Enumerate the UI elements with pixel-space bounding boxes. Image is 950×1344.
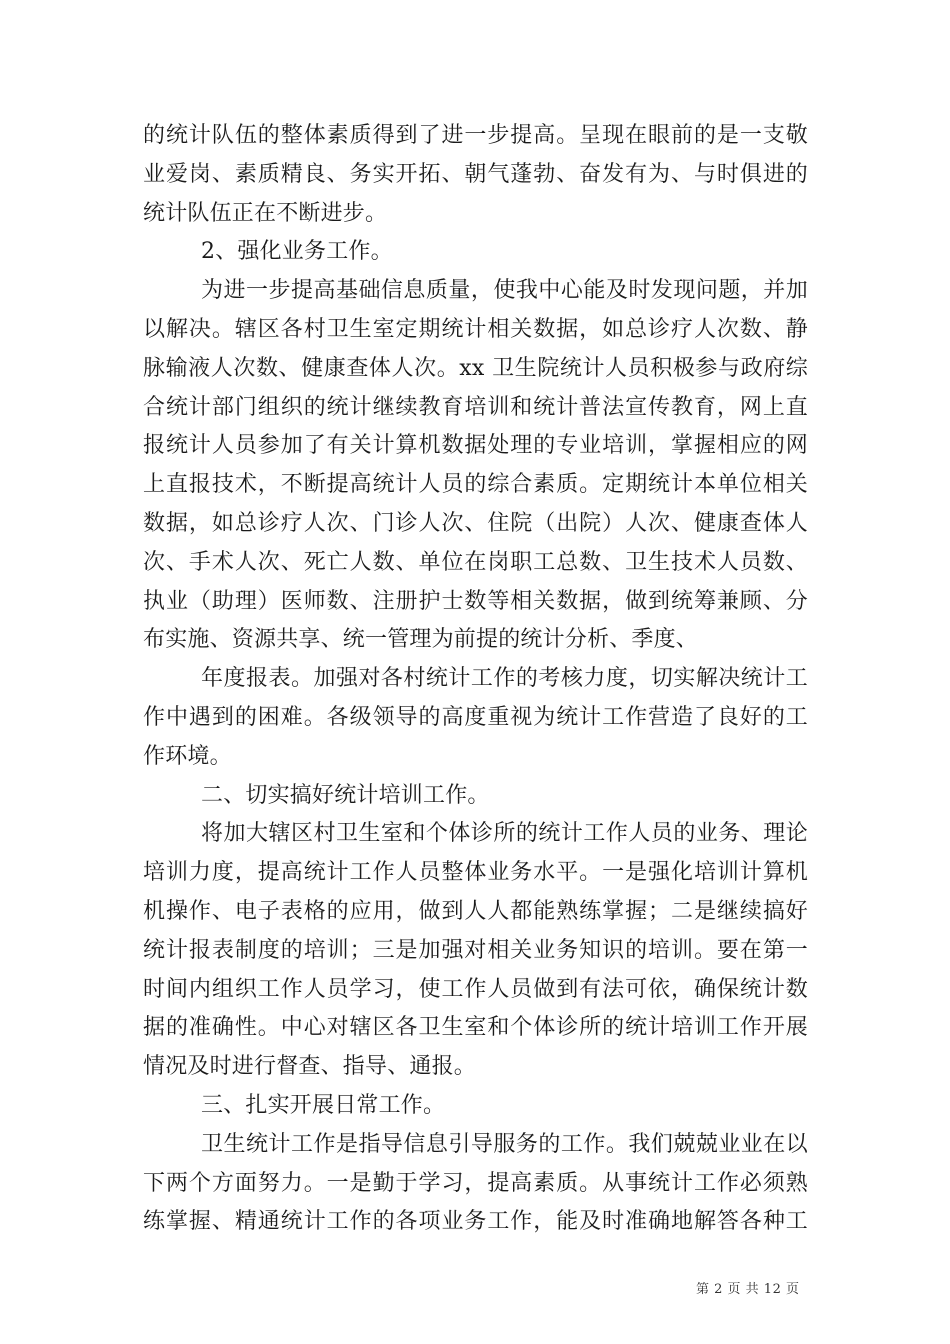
- text-line: 的统计队伍的整体素质得到了进一步提高。呈现在眼前的是一支敬: [143, 123, 808, 148]
- text-line: 为进一步提高基础信息质量，使我中心能及时发现问题，并加: [201, 278, 808, 304]
- document-body: [143, 117, 808, 1242]
- text-line: 情况及时进行督查、指导、通报。: [143, 1054, 477, 1080]
- text-line: 统计队伍正在不断进步。: [143, 200, 388, 226]
- text-line: 以解决。辖区各村卫生室定期统计相关数据，如总诊疗人次数、静: [143, 316, 808, 342]
- text-line: 报统计人员参加了有关计算机数据处理的专业培训，掌握相应的网: [143, 433, 808, 459]
- text-line: 培训力度，提高统计工作人员整体业务水平。一是强化培训计算机: [143, 860, 808, 886]
- text-line: 卫生统计工作是指导信息引导服务的工作。我们兢兢业业在以: [201, 1131, 808, 1157]
- text-line: 时间内组织工作人员学习，使工作人员做到有法可依，确保统计数: [143, 976, 808, 1002]
- text-line: 次、手术人次、死亡人数、单位在岗职工总数、卫生技术人员数、: [143, 549, 808, 575]
- text-line: 机操作、电子表格的应用，做到人人都能熟练掌握；二是继续搞好: [143, 898, 808, 924]
- text-line: 下两个方面努力。一是勤于学习，提高素质。从事统计工作必须熟: [143, 1170, 808, 1196]
- text-line: 练掌握、精通统计工作的各项业务工作，能及时准确地解答各种工: [143, 1209, 808, 1235]
- text-line: 作中遇到的困难。各级领导的高度重视为统计工作营造了良好的工: [143, 704, 808, 730]
- section-heading: 三、扎实开展日常工作。: [201, 1092, 446, 1118]
- text-line: 脉输液人次数、健康查体人次。xx 卫生院统计人员积极参与政府综: [143, 355, 808, 381]
- section-heading: 二、切实搞好统计培训工作。: [201, 782, 490, 808]
- text-line: 上直报技术，不断提高统计人员的综合素质。定期统计本单位相关: [143, 472, 808, 498]
- text-line: 合统计部门组织的统计继续教育培训和统计普法宣传教育，网上直: [143, 394, 808, 420]
- section-heading: 2、强化业务工作。: [201, 239, 393, 265]
- text-line: 数据，如总诊疗人次、门诊人次、住院（出院）人次、健康查体人: [143, 510, 808, 536]
- page-number: 第 2 页 共 12 页: [696, 1282, 800, 1297]
- text-line: 执业（助理）医师数、注册护士数等相关数据，做到统筹兼顾、分: [143, 588, 808, 614]
- text-line: 年度报表。加强对各村统计工作的考核力度，切实解决统计工: [201, 666, 808, 692]
- text-line: 业爱岗、素质精良、务实开拓、朝气蓬勃、奋发有为、与时俱进的: [143, 161, 808, 187]
- text-line: 将加大辖区村卫生室和个体诊所的统计工作人员的业务、理论: [201, 821, 808, 847]
- text-line: 布实施、资源共享、统一管理为前提的统计分析、季度、: [143, 627, 699, 653]
- text-line: 作环境。: [143, 743, 232, 769]
- text-line: 统计报表制度的培训；三是加强对相关业务知识的培训。要在第一: [143, 937, 808, 963]
- text-line: 据的准确性。中心对辖区各卫生室和个体诊所的统计培训工作开展: [143, 1015, 808, 1041]
